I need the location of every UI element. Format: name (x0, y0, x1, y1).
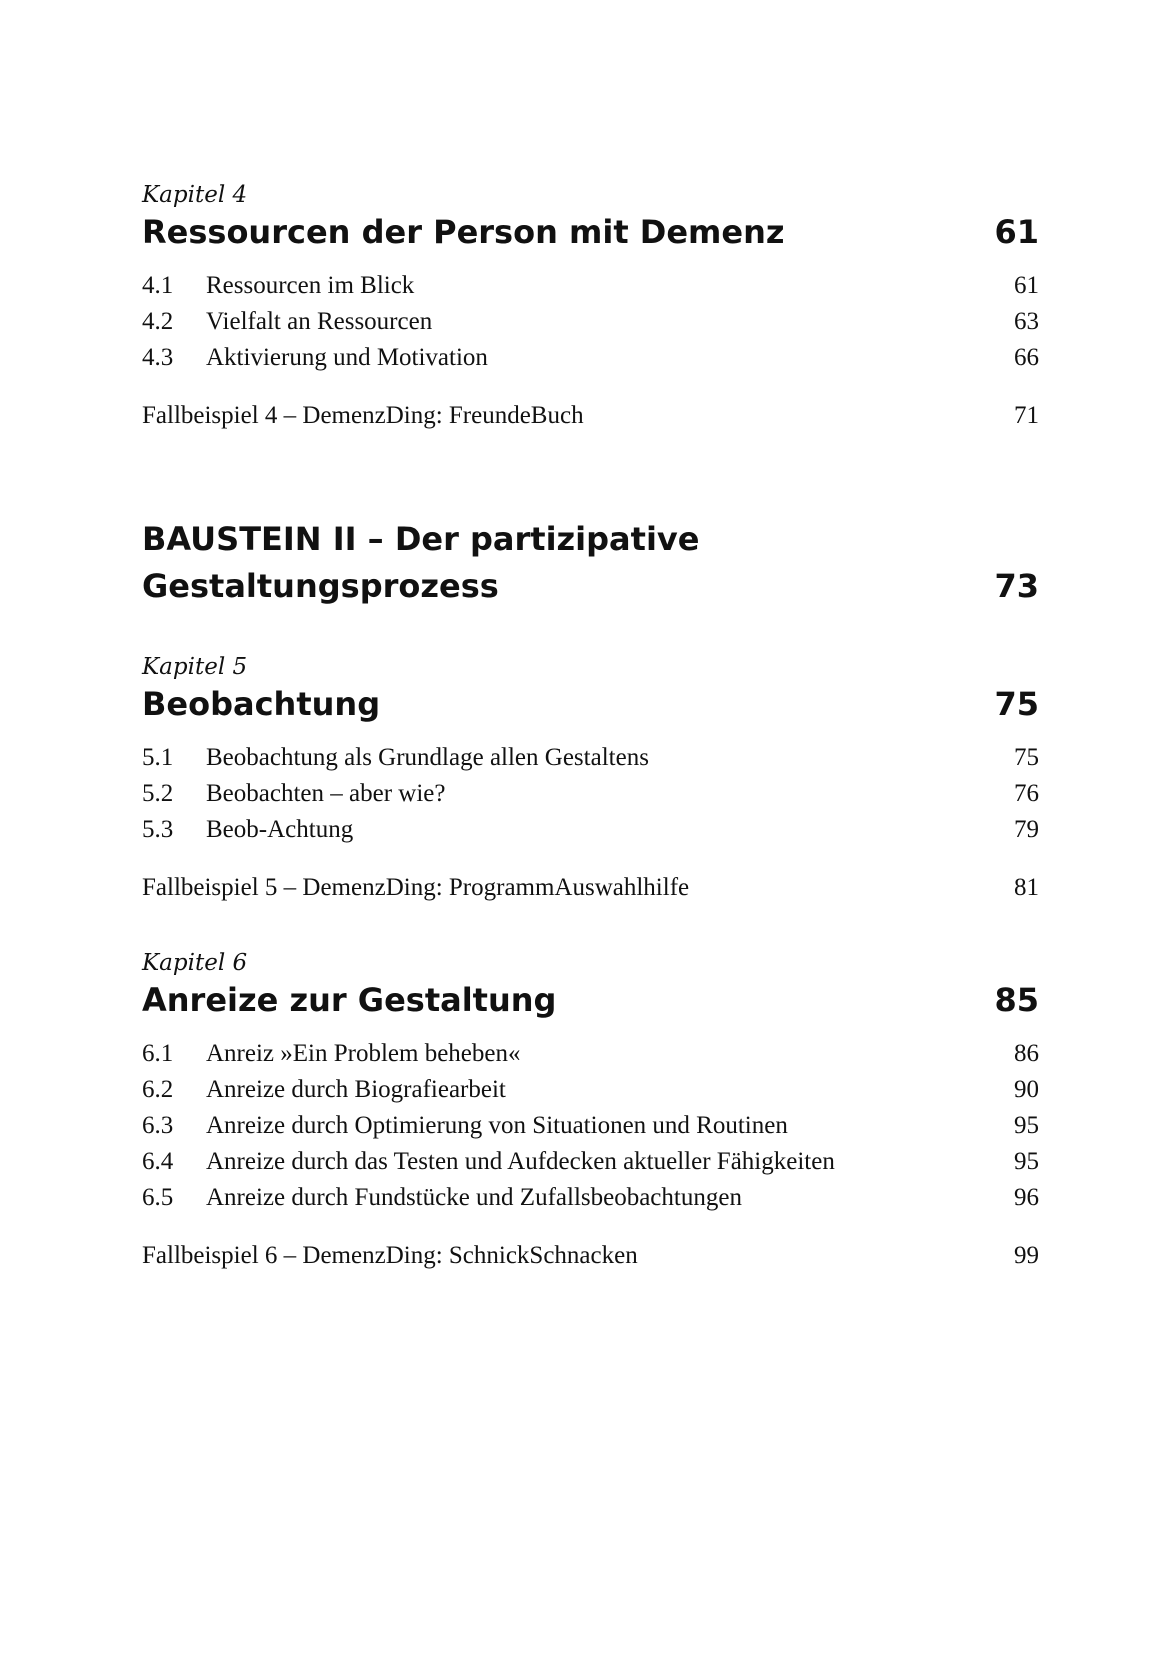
case-study-entry (142, 1238, 1039, 1274)
entry-text: Anreize durch das Testen und Aufdecken aktueller Fähigkeiten (206, 1148, 835, 1175)
entry-number: 6.2 (142, 1076, 174, 1103)
entry-list (142, 740, 1039, 848)
entry-page: 61 (1014, 272, 1039, 299)
part-title-row (142, 563, 1039, 610)
chapter-title-text: Ressourcen der Person mit Demenz (142, 213, 785, 251)
entry-number: 6.4 (142, 1148, 174, 1175)
part-title-line-2: Gestaltungsprozess (142, 567, 499, 605)
part-heading (142, 516, 1039, 610)
chapter-title (142, 682, 1039, 726)
toc-entry (142, 1036, 1039, 1072)
case-study-page: 71 (1014, 402, 1039, 429)
part-title-line-1: BAUSTEIN II – Der partizipative (142, 520, 700, 558)
chapter-label: Kapitel 6 (142, 950, 248, 976)
toc-entry (142, 812, 1039, 848)
toc-entry (142, 1072, 1039, 1108)
entry-page: 63 (1014, 308, 1039, 335)
toc-entry (142, 1108, 1039, 1144)
entry-number: 5.2 (142, 780, 174, 807)
entry-page: 86 (1014, 1040, 1039, 1067)
entry-number: 6.1 (142, 1040, 174, 1067)
case-study-page: 81 (1014, 874, 1039, 901)
case-study-page: 99 (1014, 1242, 1039, 1269)
entry-page: 95 (1014, 1112, 1039, 1139)
chapter-page-number: 85 (994, 981, 1039, 1019)
entry-page: 95 (1014, 1148, 1039, 1175)
entry-page: 75 (1014, 744, 1039, 771)
chapter-title-text: Beobachtung (142, 685, 381, 723)
toc-entry (142, 268, 1039, 304)
chapter-6 (142, 948, 1039, 1274)
chapter-4 (142, 180, 1039, 434)
chapter-page-number: 61 (994, 213, 1039, 251)
entry-text: Anreiz »Ein Problem beheben« (206, 1040, 521, 1067)
chapter-page-number: 75 (994, 685, 1039, 723)
entry-page: 79 (1014, 816, 1039, 843)
entry-text: Vielfalt an Ressourcen (206, 308, 433, 335)
chapter-5 (142, 652, 1039, 906)
entry-text: Ressourcen im Blick (206, 272, 415, 299)
entry-number: 5.1 (142, 744, 174, 771)
entry-page: 76 (1014, 780, 1039, 807)
entry-list (142, 1036, 1039, 1216)
entry-number: 6.3 (142, 1112, 174, 1139)
chapter-label: Kapitel 5 (142, 654, 248, 680)
toc-entry (142, 304, 1039, 340)
entry-number: 6.5 (142, 1184, 174, 1211)
entry-text: Beobachtung als Grundlage allen Gestaltens (206, 744, 649, 771)
toc-entry (142, 1144, 1039, 1180)
chapter-title (142, 978, 1039, 1022)
entry-page: 90 (1014, 1076, 1039, 1103)
entry-text: Beob-Achtung (206, 816, 354, 843)
part-page-number: 73 (994, 567, 1039, 605)
entry-text: Anreize durch Biografiearbeit (206, 1076, 506, 1103)
case-study-entry (142, 398, 1039, 434)
case-study-text: Fallbeispiel 4 – DemenzDing: FreundeBuch (142, 402, 584, 429)
entry-list (142, 268, 1039, 376)
toc-entry (142, 740, 1039, 776)
chapter-title (142, 210, 1039, 254)
case-study-text: Fallbeispiel 5 – DemenzDing: ProgrammAuswahlhilfe (142, 874, 690, 901)
entry-text: Aktivierung und Motivation (206, 344, 488, 371)
toc-entry (142, 1180, 1039, 1216)
entry-number: 4.3 (142, 344, 174, 371)
chapter-title-text: Anreize zur Gestaltung (142, 981, 557, 1019)
toc-entry (142, 776, 1039, 812)
entry-page: 66 (1014, 344, 1039, 371)
entry-number: 5.3 (142, 816, 174, 843)
entry-page: 96 (1014, 1184, 1039, 1211)
entry-text: Anreize durch Optimierung von Situationen und Routinen (206, 1112, 788, 1139)
case-study-entry (142, 870, 1039, 906)
entry-text: Beobachten – aber wie? (206, 780, 446, 807)
entry-text: Anreize durch Fundstücke und Zufallsbeobachtungen (206, 1184, 742, 1211)
table-of-contents (142, 180, 1039, 1274)
toc-entry (142, 340, 1039, 376)
entry-number: 4.2 (142, 308, 174, 335)
case-study-text: Fallbeispiel 6 – DemenzDing: SchnickSchnacken (142, 1242, 638, 1269)
chapter-label: Kapitel 4 (142, 182, 248, 208)
entry-number: 4.1 (142, 272, 174, 299)
